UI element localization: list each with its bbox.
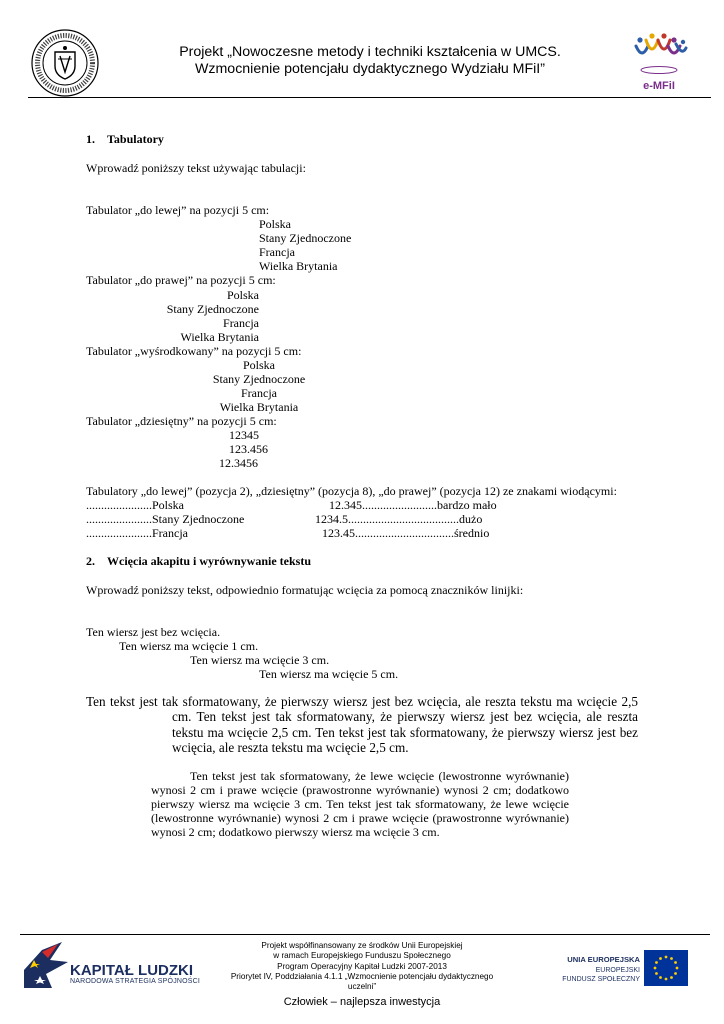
eu-star-icon [676,967,679,970]
right-tab-label: Tabulator „do prawej” na pozycji 5 cm: [86,273,276,287]
page-header [0,0,724,100]
emfil-logo-text: e-MFiI [643,80,675,92]
cofinancing-line: Projekt współfinansowany ze środków Unii Europejskiej [261,941,463,950]
project-title [160,44,580,78]
center-tab-item: Wielka Brytania [219,400,299,414]
eu-star-icon [655,972,658,975]
center-tab-label: Tabulator „wyśrodkowany” na pozycji 5 cm: [86,344,302,358]
indent-line-3cm: Ten wiersz ma wcięcie 3 cm. [190,653,330,667]
decimal-tab-item: 123.456 [229,442,268,456]
left-tab-label: Tabulator „do lewej” na pozycji 5 cm: [86,203,270,217]
cofinancing-line: Priorytet IV, Poddziałania 4.1.1 „Wzmocnienie potencjału dydaktycznego uczelni” [230,971,494,992]
center-tab-item: Francja [241,386,277,400]
header-divider [28,97,711,98]
eu-star-icon [659,957,662,960]
center-tab-item: Polska [242,358,275,372]
left-tab-item: Wielka Brytania [259,259,338,273]
hanging-paragraph-rest: cm. Ten tekst jest tak sformatowany, że pierwszy wiersz jest bez wcięcia, ale reszta tekstu ma wcięcie 2,5 cm. Ten tekst jest tak sformatowany, że pierwszy wiersz jest bez wcięcia, ale reszta tekstu ma wcięcie 2,5 cm. [172,709,638,755]
eu-title: UNIA EUROPEJSKA [567,955,640,964]
section2-heading: 2. Wcięcia akapitu i wyrównywanie tekstu [86,554,311,568]
leader-row-col2: 123.45.................................średnio [322,526,490,540]
umcs-seal-logo [30,28,100,98]
leader-row-col2: 1234.5.....................................dużo [315,512,483,526]
project-title-line1: Projekt „Nowoczesne metody i techniki kształcenia w UMCS. [179,44,561,60]
leader-row-col2: 12.345.........................bardzo mało [329,498,497,512]
eu-flag-icon [644,950,688,986]
left-tab-item: Stany Zjednoczone [259,231,352,245]
eu-star-icon [659,976,662,979]
right-tab-item: Polska [226,288,259,302]
right-tab-item: Francja [223,316,259,330]
eu-star-icon [674,961,677,964]
kapital-ludzki-logo [22,940,70,990]
leader-row-col1: ......................Francja [86,526,188,540]
eu-star-icon [670,957,673,960]
eu-star-icon [665,978,668,981]
section2-intro: Wprowadź poniższy tekst, odpowiednio formatując wcięcia za pomocą znaczników linijki: [86,583,524,597]
kapital-ludzki-title: KAPITAŁ LUDZKI [70,962,194,979]
leaders-label: Tabulatory „do lewej” (pozycja 2), „dziesiętny” (pozycja 8), „do prawej” (pozycja 12) ze znakami wiodącymi: [86,484,617,498]
left-tab-item: Polska [259,217,292,231]
decimal-tab-item: 12345 [229,428,259,442]
project-title-line2: Wzmocnienie potencjału dydaktycznego Wydziału MFiI” [195,61,545,77]
indented-paragraph: Ten tekst jest tak sformatowany, że lewe wcięcie (lewostronne wyrównanie) wynosi 2 cm i prawe wcięcie (prawostronne wyrównanie) wynosi 2 cm; dodatkowo pierwszy wiersz ma wcięcie 3 cm. Ten tekst jest tak sformatowany, że lewe wcięcie (lewostronne wyrównanie) wynosi 2 cm i prawe wcięcie (prawostronne wyrównanie) wynosi 2 cm; dodatkowo pierwszy wiersz ma wcięcie 3 cm. [151,769,569,839]
eu-star-icon [670,976,673,979]
indent-line-0cm: Ten wiersz jest bez wcięcia. [86,625,221,639]
section1-heading: 1. Tabulatory [86,132,164,146]
footer-motto: Człowiek – najlepsza inwestycja [283,996,441,1008]
eu-star-icon [674,972,677,975]
eu-star-icon [654,967,657,970]
decimal-tab-label: Tabulator „dziesiętny” na pozycji 5 cm: [86,414,277,428]
left-tab-item: Francja [259,245,295,259]
right-tab-item: Wielka Brytania [180,330,259,344]
eu-star-icon [655,961,658,964]
decimal-tab-item: 12.3456 [219,456,258,470]
leader-row-col1: ......................Polska [86,498,185,512]
footer-divider [20,934,710,935]
center-tab-item: Stany Zjednoczone [212,372,306,386]
eu-subtitle-line: EUROPEJSKI [595,967,640,974]
right-tab-item: Stany Zjednoczone [166,302,259,316]
indent-line-5cm: Ten wiersz ma wcięcie 5 cm. [259,667,399,681]
hanging-paragraph-first-line: Ten tekst jest tak sformatowany, że pierwszy wiersz jest bez wcięcia, ale reszta tekstu ma wcięcie 2,5 [86,694,638,709]
cofinancing-line: Program Operacyjny Kapitał Ludzki 2007-2013 [277,961,447,971]
indent-line-1cm: Ten wiersz ma wcięcie 1 cm. [119,639,259,653]
eu-subtitle [556,966,640,984]
leader-row-col1: ......................Stany Zjednoczone [86,512,245,526]
cofinancing-info [222,941,502,992]
kapital-ludzki-subtitle: NARODOWA STRATEGIA SPÓJNOŚCI [70,978,201,985]
eu-subtitle-line: FUNDUSZ SPOŁECZNY [562,976,640,983]
eu-star-icon [665,956,668,959]
cofinancing-line: w ramach Europejskiego Funduszu Społecznego [273,951,451,961]
section1-intro: Wprowadź poniższy tekst używając tabulacji: [86,161,306,175]
